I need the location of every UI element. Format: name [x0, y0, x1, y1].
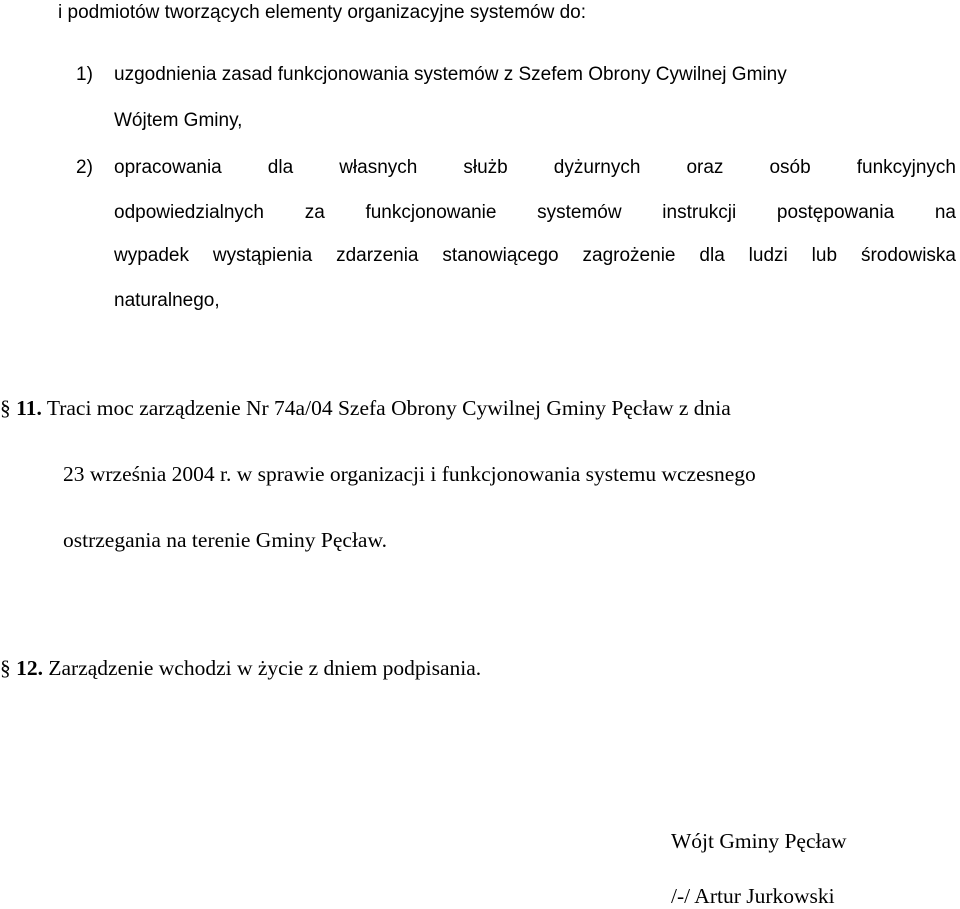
list-item-text: odpowiedzialnych za funkcjonowanie systemów instrukcji postępowania na — [114, 202, 956, 223]
section-text: Zarządzenie wchodzi w życie z dniem podpisania. — [48, 656, 482, 680]
list-item-text: naturalnego, — [114, 290, 220, 311]
section-number: 11. — [16, 396, 42, 420]
section-text: 23 września 2004 r. w sprawie organizacji i funkcjonowania systemu wczesnego — [63, 462, 756, 486]
list-item-number: 1) — [76, 64, 93, 85]
signature-name: /-/ Artur Jurkowski — [671, 884, 835, 908]
list-item-text: wypadek wystąpienia zdarzenia stanowiącego zagrożenie dla ludzi lub środowiska — [114, 245, 956, 266]
section-number: 12. — [16, 656, 43, 680]
signature-title: Wójt Gminy Pęcław — [671, 829, 847, 853]
section-heading — [0, 396, 731, 421]
section-mark: § — [0, 396, 11, 420]
intro-text: i podmiotów tworzących elementy organizacyjne systemów do: — [58, 2, 587, 23]
section-heading — [0, 656, 481, 681]
section-text: Traci moc zarządzenie Nr 74a/04 Szefa Obrony Cywilnej Gminy Pęcław z dnia — [46, 396, 731, 420]
list-item-text: opracowania dla własnych służb dyżurnych oraz osób funkcyjnych — [114, 157, 956, 178]
section-mark: § — [0, 656, 11, 680]
list-item-text: Wójtem Gminy, — [114, 110, 243, 131]
list-item-text: uzgodnienia zasad funkcjonowania systemów z Szefem Obrony Cywilnej Gminy — [114, 64, 787, 85]
section-text: ostrzegania na terenie Gminy Pęcław. — [63, 528, 387, 552]
list-item-number: 2) — [76, 157, 93, 178]
